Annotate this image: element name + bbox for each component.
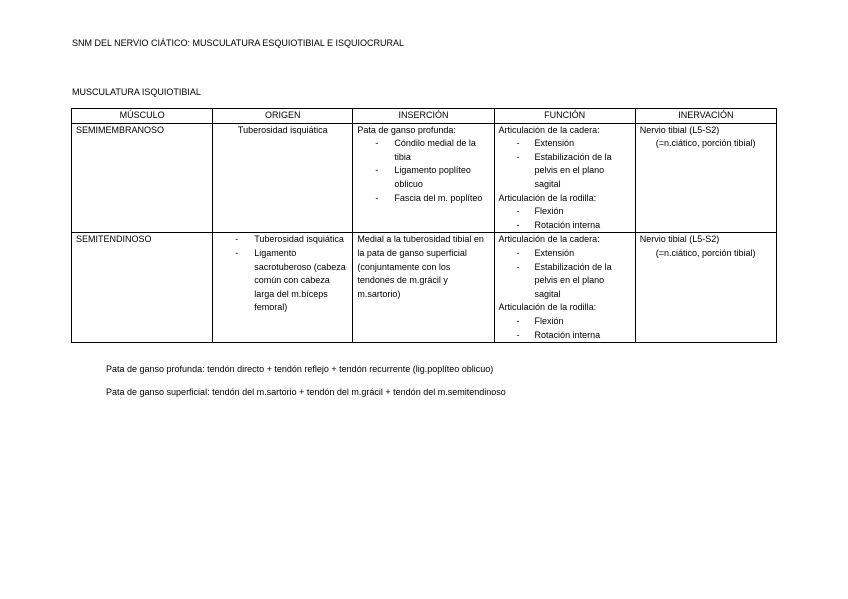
column-header-insercion: INSERCIÓN xyxy=(353,109,494,124)
cell-origen: Tuberosidad isquiática xyxy=(213,123,353,233)
column-header-origen: ORIGEN xyxy=(213,109,353,124)
page-title: SNM DEL NERVIO CIÁTICO: MUSCULATURA ESQUIOTIBIAL E ISQUIOCRURAL xyxy=(72,38,405,48)
cell-musculo: SEMIMEMBRANOSO xyxy=(72,123,213,233)
cell-musculo: SEMITENDINOSO xyxy=(72,233,213,343)
muscle-table xyxy=(71,108,777,343)
list-item: - Fascia del m. poplíteo xyxy=(357,192,489,206)
column-header-inervacion: INERVACIÓN xyxy=(635,109,776,124)
funcion-cadera-heading: Articulación de la cadera: xyxy=(498,234,600,245)
funcion-cadera-heading: Articulación de la cadera: xyxy=(498,124,600,135)
note-pata-ganso-superficial: Pata de ganso superficial: tendón del m.sartorio + tendón del m.grácil + tendón del m.semitendinoso xyxy=(106,387,506,397)
cell-insercion xyxy=(353,123,494,233)
list-item: - Rotación interna xyxy=(499,329,631,343)
table-row xyxy=(72,123,777,233)
list-item: - Cóndilo medial de la tibia xyxy=(357,137,489,164)
funcion-cadera-list xyxy=(499,247,631,301)
column-header-funcion: FUNCIÓN xyxy=(494,109,635,124)
list-item: - Extensión xyxy=(499,137,631,151)
funcion-rodilla-list xyxy=(499,315,631,342)
funcion-rodilla-list xyxy=(499,205,631,232)
table-row xyxy=(72,233,777,343)
list-item: - Flexión xyxy=(499,205,631,219)
note-pata-ganso-profunda: Pata de ganso profunda: tendón directo + tendón reflejo + tendón recurrente (lig.poplíteo oblicuo) xyxy=(106,364,494,374)
list-item: - Extensión xyxy=(499,247,631,261)
inervacion-nerve: Nervio tibial (L5-S2) xyxy=(639,124,720,135)
list-item: - Ligamento poplíteo oblicuo xyxy=(357,164,489,191)
insercion-heading: Pata de ganso profunda: xyxy=(357,124,456,135)
cell-insercion: Medial a la tuberosidad tibial en la pata de ganso superficial (conjuntamente con los tendones de m.grácil y m.sartorio) xyxy=(353,233,494,343)
list-item: - Ligamento sacrotuberoso (cabeza común con cabeza larga del m.bíceps femoral) xyxy=(217,247,348,315)
list-item: - Flexión xyxy=(499,315,631,329)
funcion-rodilla-heading: Articulación de la rodilla: xyxy=(498,192,597,203)
cell-funcion xyxy=(494,233,635,343)
list-item: - Estabilización de la pelvis en el plano sagital xyxy=(499,151,631,192)
origen-list xyxy=(217,233,348,315)
inervacion-detail: (=n.ciático, porción tibial) xyxy=(655,138,756,149)
column-header-musculo: MÚSCULO xyxy=(72,109,213,124)
inervacion-detail: (=n.ciático, porción tibial) xyxy=(655,247,756,258)
cell-inervacion xyxy=(635,123,776,233)
cell-inervacion xyxy=(635,233,776,343)
table-header-row xyxy=(72,109,777,124)
funcion-rodilla-heading: Articulación de la rodilla: xyxy=(498,302,597,313)
cell-funcion xyxy=(494,123,635,233)
funcion-cadera-list xyxy=(499,137,631,191)
list-item: - Rotación interna xyxy=(499,219,631,233)
section-title: MUSCULATURA ISQUIOTIBIAL xyxy=(72,87,201,97)
cell-origen xyxy=(213,233,353,343)
insercion-list xyxy=(357,137,489,205)
list-item: - Estabilización de la pelvis en el plano sagital xyxy=(499,261,631,302)
inervacion-nerve: Nervio tibial (L5-S2) xyxy=(639,234,720,245)
list-item: - Tuberosidad isquiática xyxy=(217,233,348,247)
